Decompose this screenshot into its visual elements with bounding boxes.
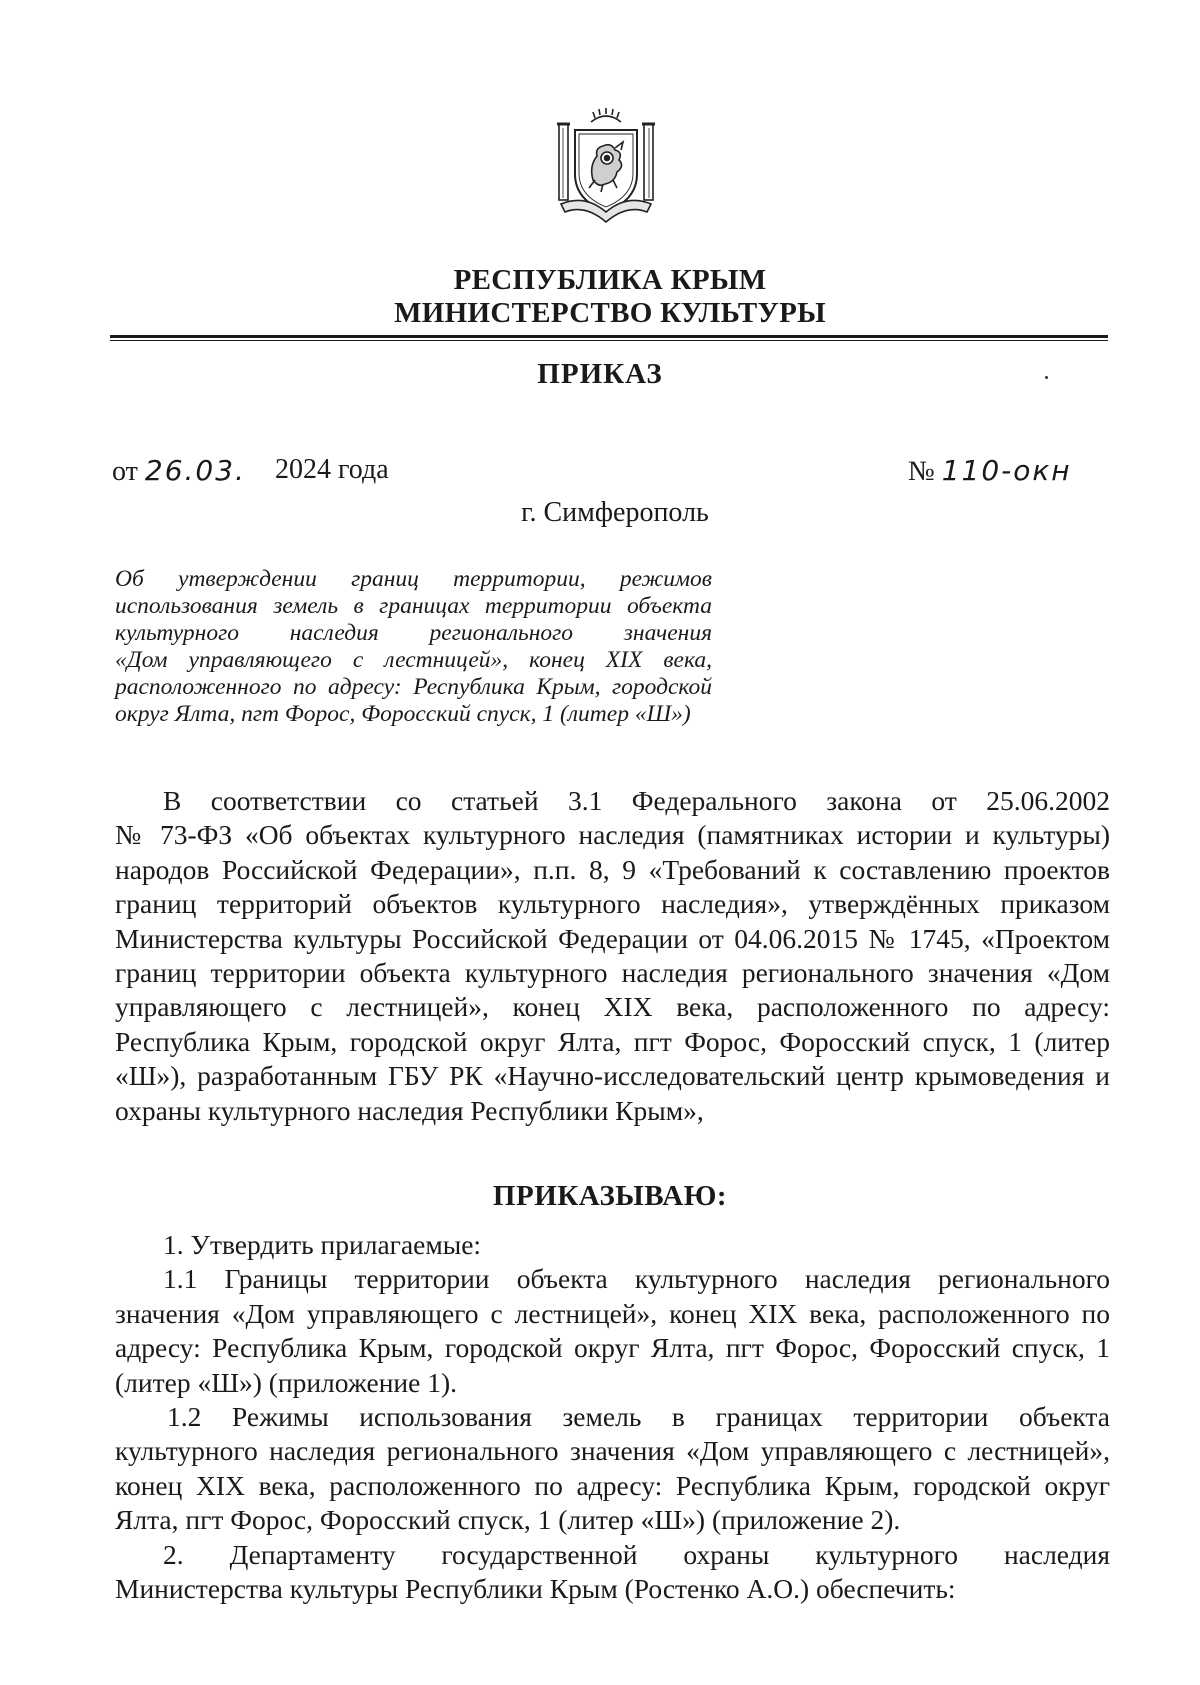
number-prefix: № — [908, 456, 935, 487]
preamble-line: В соответствии со статьей 3.1 Федерального закона от 25.06.2002 — [163, 785, 1110, 816]
scan-dot — [1045, 376, 1048, 379]
preamble-line: № 73-ФЗ «Об объектах культурного наследия (памятниках истории и культуры) — [115, 819, 1110, 851]
date-year: 2024 года — [275, 454, 389, 485]
order-title: ПРИКАЗЫВАЮ: — [492, 1180, 728, 1212]
preamble-line: Республика Крым, городской округ Ялта, пгт Форос, Форосский спуск, 1 (литер — [115, 1025, 1110, 1057]
item-line: культурного наследия регионального значения «Дом управляющего с лестницей», — [115, 1435, 1110, 1467]
preamble-line: «Ш»), разработанным ГБУ РК «Научно-исследовательский центр крымоведения и — [115, 1060, 1110, 1092]
document-type: ПРИКАЗ — [537, 358, 663, 390]
preamble-line: охраны культурного наследия Республики Крым», — [115, 1094, 704, 1126]
subject-line: расположенного по адресу: Республика Крым, городской — [115, 674, 712, 700]
header-divider-thin — [110, 340, 1108, 341]
item-line: 1.2 Режимы использования земель в границах территории объекта — [167, 1401, 1110, 1433]
subject-line: культурного наследия регионального значения — [115, 620, 712, 646]
item-line: 1. Утвердить прилагаемые: — [163, 1229, 482, 1260]
item-line: Ялта, пгт Форос, Форосский спуск, 1 (литер «Ш») (приложение 2). — [115, 1504, 901, 1536]
item-line: значения «Дом управляющего с лестницей», конец XIX века, расположенного по — [115, 1297, 1110, 1329]
preamble-paragraph — [115, 784, 1110, 1128]
item-line: 1.1 Границы территории объекта культурного наследия регионального — [163, 1263, 1110, 1295]
item-line: (литер «Ш») (приложение 1). — [115, 1366, 457, 1398]
ministry-title: МИНИСТЕРСТВО КУЛЬТУРЫ — [394, 297, 826, 329]
preamble-line: границ территорий объектов культурного наследия», утверждённых приказом — [115, 888, 1110, 920]
item-line: Министерства культуры Республики Крым (Ростенко А.О.) обеспечить: — [115, 1573, 956, 1605]
header-divider — [110, 335, 1108, 338]
subject-line: Об утверждении границ территории, режимов — [115, 566, 712, 592]
order-items — [115, 1228, 1110, 1606]
subject-line: «Дом управляющего с лестницей», конец XIX века, — [115, 647, 712, 673]
preamble-line: управляющего с лестницей», конец XIX века, расположенного по адресу: — [115, 991, 1110, 1023]
preamble-line: народов Российской Федерации», п.п. 8, 9 «Требований к составлению проектов — [115, 853, 1110, 885]
item-line: конец XIX века, расположенного по адресу: Республика Крым, городской округ — [115, 1469, 1110, 1501]
item-line: адресу: Республика Крым, городской округ Ялта, пгт Форос, Форосский спуск, 1 — [115, 1332, 1110, 1364]
subject-line: использования земель в границах территории объекта — [115, 593, 712, 619]
date-handwritten: 26.03. — [144, 454, 246, 487]
number-handwritten: 110-окн — [941, 454, 1072, 487]
document-city: г. Симферополь — [521, 497, 709, 528]
republic-title: РЕСПУБЛИКА КРЫМ — [453, 264, 767, 296]
document-number — [908, 454, 1072, 488]
item-line: 2. Департаменту государственной охраны культурного наследия — [163, 1538, 1110, 1570]
document-subject — [115, 566, 712, 728]
date-prefix: от — [112, 456, 138, 487]
document-date — [112, 454, 246, 488]
preamble-line: границ территории объекта культурного наследия регионального значения «Дом — [115, 957, 1110, 989]
preamble-line: Министерства культуры Российской Федерации от 04.06.2015 № 1745, «Проектом — [115, 922, 1110, 954]
coat-of-arms-icon — [555, 108, 657, 228]
subject-line: округ Ялта, пгт Форос, Форосский спуск, 1 (литер «Ш») — [115, 701, 691, 727]
